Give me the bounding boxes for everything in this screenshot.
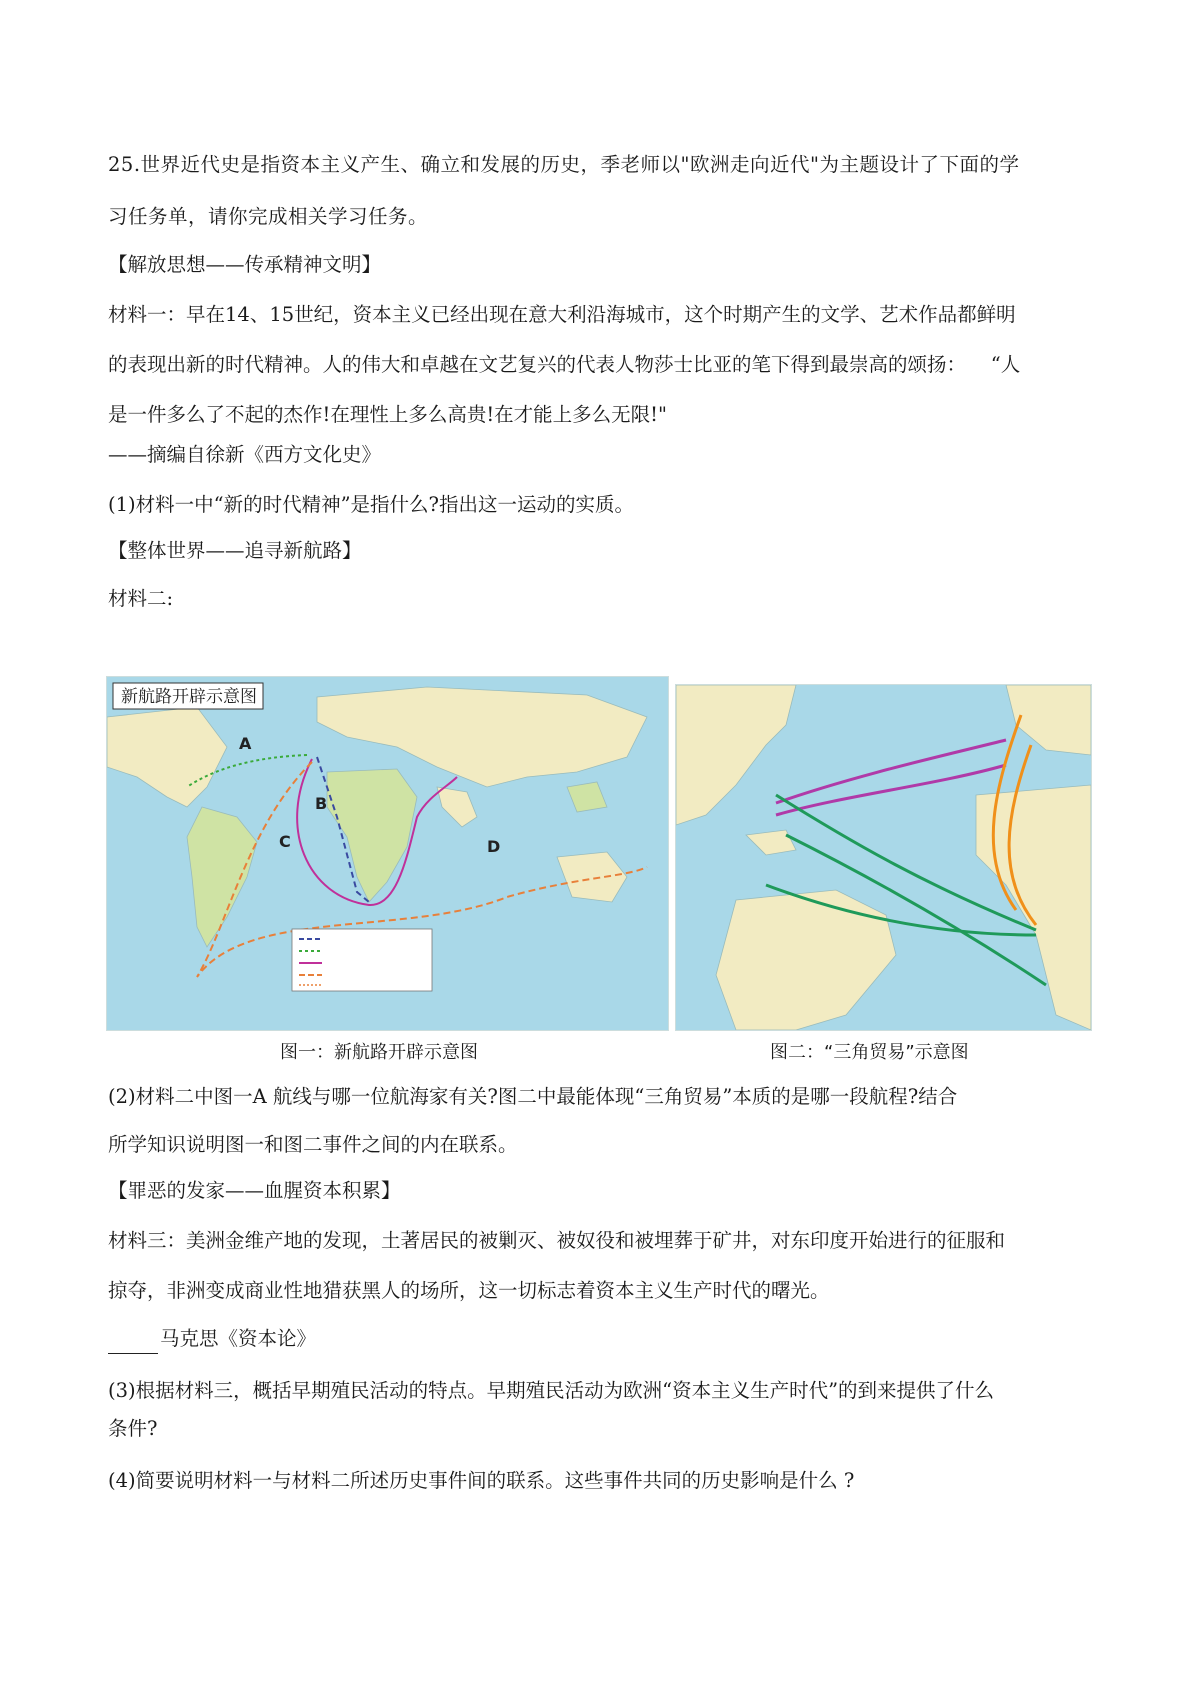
material-3-source <box>108 1324 1098 1354</box>
route-label-c: C <box>279 832 291 851</box>
map2-caption: 图二：“三角贸易”示意图 <box>770 1042 969 1063</box>
question-4: (4)简要说明材料一与材料二所述历史事件间的联系。这些事件共同的历史影响是什么 ? <box>108 1469 855 1492</box>
material-3-source-text: 马克思《资本论》 <box>160 1327 317 1350</box>
material-1-source: ——摘编自徐新《西方文化史》 <box>108 443 382 466</box>
material-2-label: 材料二: <box>108 587 174 610</box>
material-1-line-2: 的表现出新的时代精神。人的伟大和卓越在文艺复兴的代表人物莎士比亚的笔下得到最崇高的颂扬： “人 <box>108 353 1021 376</box>
triangle-trade-map <box>675 684 1092 1031</box>
material-3-line-2: 掠夺，非洲变成商业性地猎获黑人的场所，这一切标志着资本主义生产时代的曙光。 <box>108 1279 830 1302</box>
material-1-line-1: 材料一：早在14、15世纪，资本主义已经出现在意大利沿海城市，这个时期产生的文学、艺术作品都鲜明 <box>108 303 1016 326</box>
section-3-title: 【罪恶的发家——血腥资本积累】 <box>108 1179 401 1202</box>
new-sea-routes-map <box>106 676 669 1031</box>
map1-title: 新航路开辟示意图 <box>121 687 257 707</box>
section-2-title: 【整体世界——追寻新航路】 <box>108 539 362 562</box>
route-label-a: A <box>239 734 252 753</box>
material-1-line-3: 是一件多么了不起的杰作!在理性上多么高贵!在才能上多么无限!" <box>108 403 667 426</box>
route-label-d: D <box>487 837 501 856</box>
question-3-line-1: (3)根据材料三，概括早期殖民活动的特点。早期殖民活动为欧洲“资本主义生产时代”的到来提供了什么 <box>108 1379 995 1402</box>
question-line-1: 25.世界近代史是指资本主义产生、确立和发展的历史，季老师以"欧洲走向近代"为主题设计了下面的学 <box>108 153 1020 176</box>
material-3-line-1: 材料三：美洲金维产地的发现，土著居民的被剿灭、被奴役和被埋葬于矿井，对东印度开始进行的征服和 <box>108 1229 1006 1252</box>
route-label-b: B <box>315 794 328 813</box>
map1-caption: 图一：新航路开辟示意图 <box>280 1042 478 1063</box>
question-line-2: 习任务单，请你完成相关学习任务。 <box>108 205 429 228</box>
map1-legend <box>292 929 432 991</box>
source-underline <box>108 1331 158 1354</box>
question-1: (1)材料一中“新的时代精神”是指什么?指出这一运动的实质。 <box>108 493 635 516</box>
question-3-line-2: 条件? <box>108 1417 158 1440</box>
section-1-title: 【解放思想——传承精神文明】 <box>108 253 382 276</box>
question-2-line-2: 所学知识说明图一和图二事件之间的内在联系。 <box>108 1133 518 1156</box>
question-2-line-1: (2)材料二中图一A 航线与哪一位航海家有关?图二中最能体现“三角贸易”本质的是哪一段航程?结合 <box>108 1085 958 1108</box>
